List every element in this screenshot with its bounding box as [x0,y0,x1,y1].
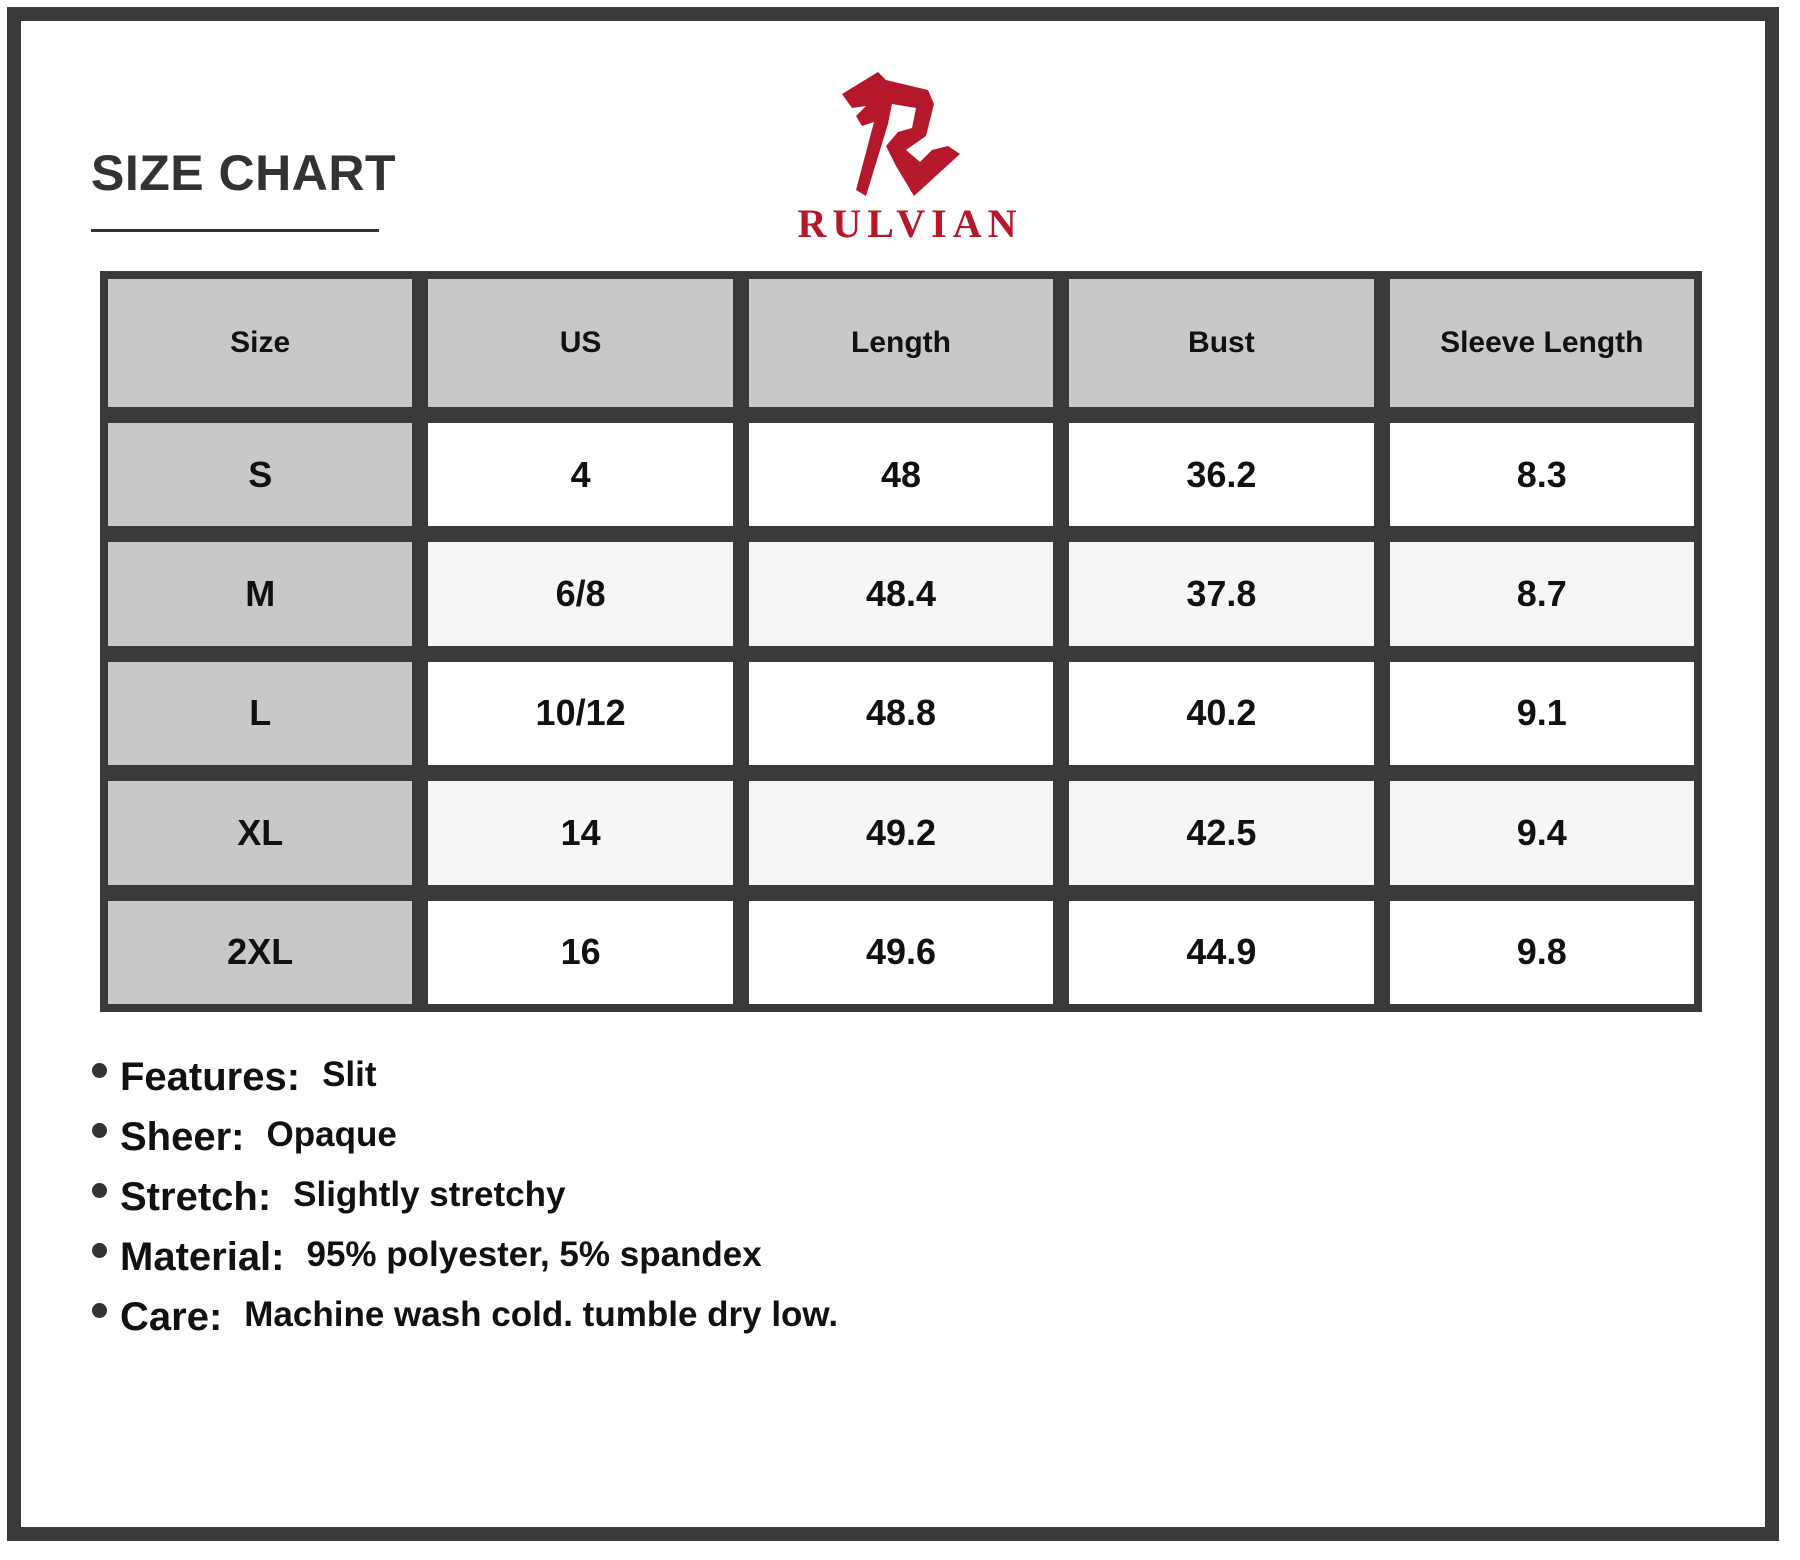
table-cell-us: 10/12 [428,662,732,765]
bullet-icon [92,1123,107,1138]
bullet-icon [92,1063,107,1078]
table-cell-length: 48.8 [749,662,1053,765]
table-cell-sleeve-length: 9.1 [1390,662,1694,765]
table-cell-size: 2XL [108,901,412,1004]
table-cell-sleeve-length: 8.3 [1390,423,1694,526]
brand-name: RULVIAN [797,201,1023,246]
feature-label: Sheer: [120,1115,245,1159]
list-item [92,1175,838,1235]
header-sleeve-length: Sleeve Length [1390,279,1694,407]
bullet-icon [92,1303,107,1318]
feature-label: Material: [120,1235,285,1279]
table-cell-us: 6/8 [428,542,732,645]
feature-value: Slightly stretchy [293,1175,566,1214]
brand-logo-icon [836,66,966,198]
table-cell-size: L [108,662,412,765]
feature-label: Care: [120,1295,223,1339]
table-cell-length: 48.4 [749,542,1053,645]
product-features [92,1055,838,1355]
feature-label: Features: [120,1055,301,1099]
table-cell-us: 14 [428,781,732,884]
table-cell-length: 48 [749,423,1053,526]
list-item [92,1115,838,1175]
table-cell-bust: 44.9 [1069,901,1373,1004]
table-cell-size: M [108,542,412,645]
header-bust: Bust [1069,279,1373,407]
table-cell-size: XL [108,781,412,884]
table-cell-sleeve-length: 9.8 [1390,901,1694,1004]
header-size: Size [108,279,412,407]
table-cell-sleeve-length: 8.7 [1390,542,1694,645]
table-cell-bust: 40.2 [1069,662,1373,765]
header-us: US [428,279,732,407]
title-underline [91,229,379,232]
table-cell-bust: 36.2 [1069,423,1373,526]
bullet-icon [92,1243,107,1258]
table-cell-size: S [108,423,412,526]
feature-value: Opaque [266,1115,397,1154]
feature-value: Machine wash cold. tumble dry low. [244,1295,839,1334]
table-cell-length: 49.2 [749,781,1053,884]
feature-value: 95% polyester, 5% spandex [306,1235,762,1274]
table-cell-length: 49.6 [749,901,1053,1004]
feature-value: Slit [322,1055,377,1094]
header-length: Length [749,279,1053,407]
list-item [92,1295,838,1355]
table-cell-bust: 37.8 [1069,542,1373,645]
table-cell-us: 4 [428,423,732,526]
page-title: SIZE CHART [91,145,396,201]
table-cell-us: 16 [428,901,732,1004]
brand-logo [770,60,1050,250]
feature-label: Stretch: [120,1175,272,1219]
table-cell-sleeve-length: 9.4 [1390,781,1694,884]
table-cell-bust: 42.5 [1069,781,1373,884]
bullet-icon [92,1183,107,1198]
size-table [100,271,1702,1012]
list-item [92,1235,838,1295]
list-item [92,1055,838,1115]
